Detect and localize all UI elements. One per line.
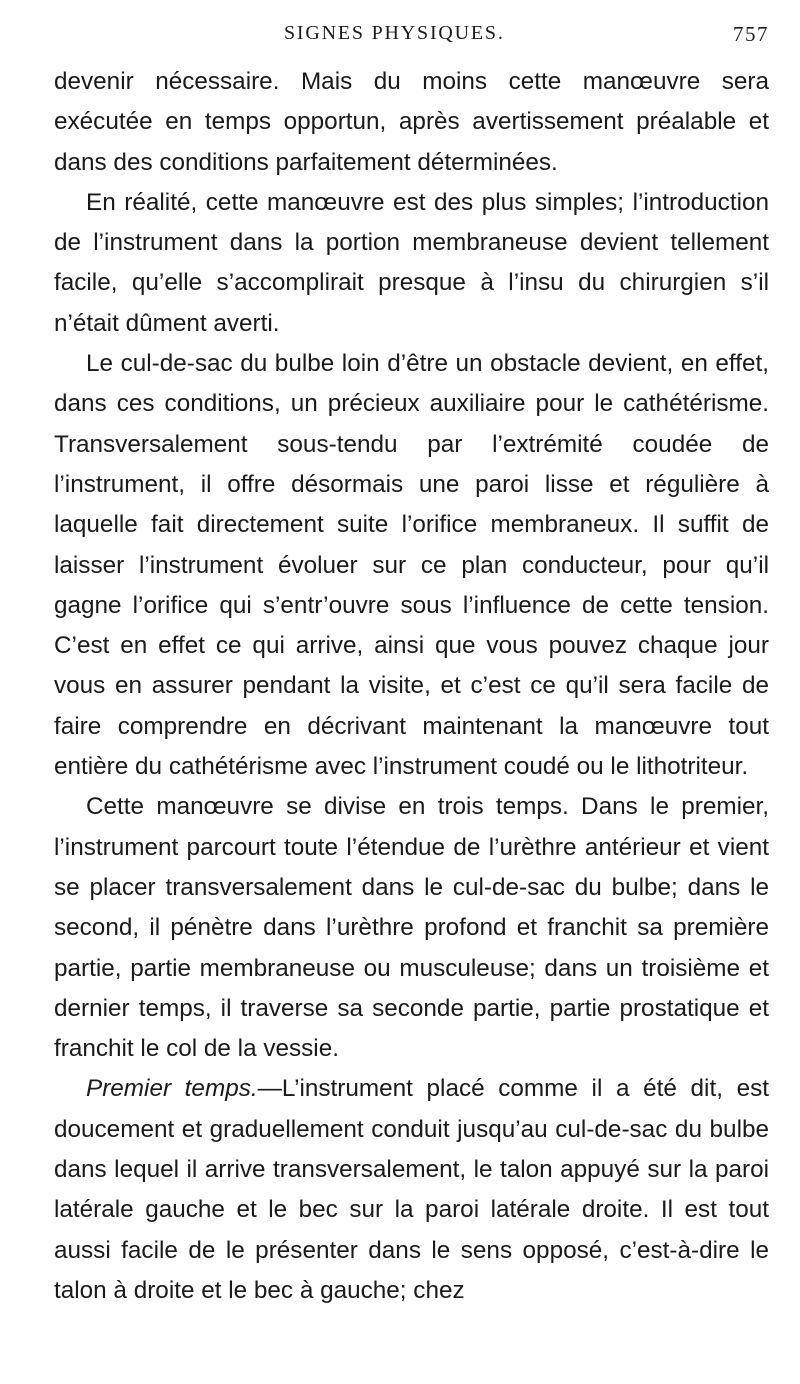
page-header xyxy=(54,22,769,62)
paragraph-5 xyxy=(54,1069,769,1311)
body-text xyxy=(54,62,769,1311)
book-page xyxy=(54,22,769,1311)
section-lead-premier-temps: Premier temps. xyxy=(86,1075,258,1103)
paragraph-4: Cette manœuvre se divise en trois temps. Dans le premier, l’instrument parcourt toute l’étendue de l’urèthre antérieur et vient se placer transversalement dans le cul-de-sac du bulbe; dans le second, il pénètre dans l’urèthre profond et franchit sa première partie, partie membraneuse ou musculeuse; dans un troisième et dernier temps, il traverse sa seconde partie, partie prostatique et franchit le col de la vessie. xyxy=(54,793,769,1063)
paragraph-3: Le cul-de-sac du bulbe loin d’être un obstacle devient, en effet, dans ces conditions, un précieux auxiliaire pour le cathétérisme. Transversalement sous-tendu par l’extrémité coudée de l’instrument, il offre désormais une paroi lisse et régulière à laquelle fait directement suite l’orifice membraneux. Il suffit de laisser l’instrument évoluer sur ce plan conducteur, pour qu’il gagne l’orifice qui s’entr’ouvre sous l’influence de cette tension. C’est en effet ce qui arrive, ainsi que vous pouvez chaque jour vous en assurer pendant la visite, et c’est ce qu’il sera facile de faire comprendre en décrivant maintenant la manœuvre tout entière du cathétérisme avec l’instrument coudé ou le lithotriteur. xyxy=(54,350,769,781)
paragraph-1: devenir nécessaire. Mais du moins cette manœuvre sera exécutée en temps opportun, après avertissement préalable et dans des conditions parfaitement déterminées. xyxy=(54,68,769,176)
running-head: SIGNES PHYSIQUES. xyxy=(284,22,505,44)
page-number: 757 xyxy=(733,22,769,46)
paragraph-2: En réalité, cette manœuvre est des plus simples; l’introduction de l’instrument dans la portion membraneuse devient tellement facile, qu’elle s’accomplirait presque à l’insu du chirurgien s’il n’était dûment averti. xyxy=(54,188,769,337)
paragraph-5-text: —L’instrument placé comme il a été dit, est doucement et graduellement conduit jusqu’au cul-de-sac du bulbe dans lequel il arrive transversalement, le talon appuyé sur la paroi latérale gauche et le bec sur la paroi latérale droite. Il est tout aussi facile de le présenter dans le sens opposé, c’est-à-dire le talon à droite et le bec à gauche; chez xyxy=(54,1075,769,1304)
